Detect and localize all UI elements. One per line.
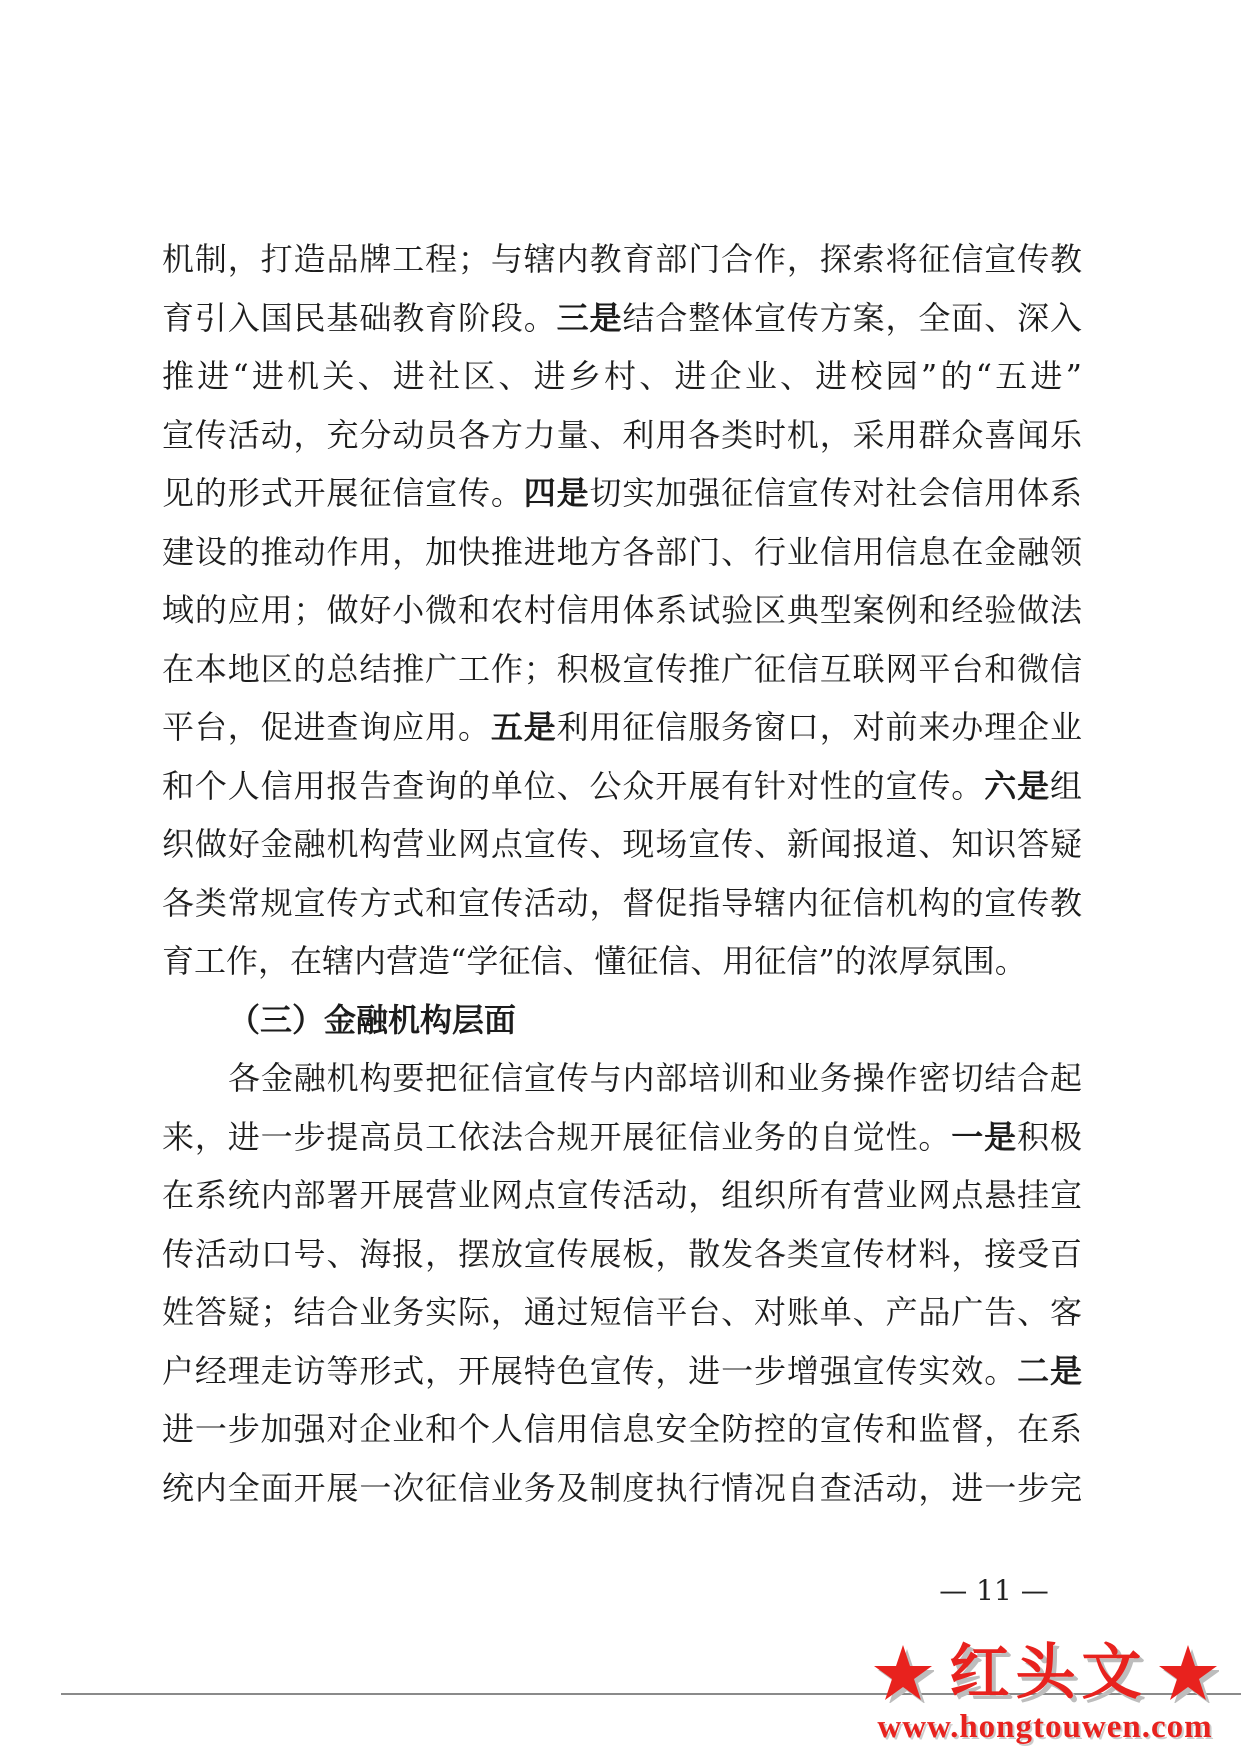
- line-text: 建设的推动作用，加快推进地方各部门、行业信用信息在金融领: [162, 532, 1082, 571]
- emphasis-text: 二是: [1017, 1351, 1082, 1390]
- line-text: 推进“进机关、进社区、进乡村、进企业、进校园”的“五进”: [162, 357, 1082, 395]
- text-line: [162, 1108, 1082, 1167]
- line-text: 统内全面开展一次征信业务及制度执行情况自查活动，进一步完: [162, 1468, 1082, 1507]
- text-line: [162, 874, 1082, 933]
- line-text: 来，进一步提高员工依法合规开展征信业务的自觉性。: [162, 1117, 952, 1156]
- document-body: [162, 230, 1082, 1517]
- star-icon: [1157, 1643, 1219, 1703]
- text-line: [162, 289, 1082, 348]
- text-line: [162, 1400, 1082, 1459]
- text-line: [162, 1166, 1082, 1225]
- line-text: 在本地区的总结推广工作；积极宣传推广征信互联网平台和微信: [162, 649, 1082, 688]
- line-text: 利用征信服务窗口，对前来办理企业: [556, 708, 1082, 746]
- text-line: [162, 698, 1082, 757]
- line-text: 域的应用；做好小微和农村信用体系试验区典型案例和经验做法: [162, 591, 1082, 629]
- text-line: [162, 640, 1082, 699]
- line-text: 育工作，在辖内营造“学征信、懂征信、用征信”的浓厚氛围。: [162, 942, 1027, 980]
- watermark-title: 红头文: [949, 1638, 1148, 1708]
- emphasis-text: 一是: [951, 1117, 1018, 1156]
- text-line: [162, 581, 1082, 640]
- text-line: [162, 1225, 1082, 1284]
- text-line: [162, 1283, 1082, 1342]
- line-text: 传活动口号、海报，摆放宣传展板，散发各类宣传材料，接受百: [162, 1234, 1082, 1273]
- line-text: 结合整体宣传方案，全面、深入: [622, 298, 1082, 337]
- line-text: 平台，促进查询应用。: [162, 708, 491, 746]
- line-text: 和个人信用报告查询的单位、公众开展有针对性的宣传。: [162, 766, 985, 805]
- line-text: 组: [1049, 766, 1082, 805]
- line-text: 见的形式开展征信宣传。: [162, 474, 524, 512]
- line-text: 各金融机构要把征信宣传与内部培训和业务操作密切结合起: [228, 1059, 1082, 1097]
- page-number: — 11 —: [939, 1574, 1049, 1607]
- emphasis-text: 六是: [984, 766, 1050, 805]
- line-text: 宣传活动，充分动员各方力量、利用各类时机，采用群众喜闻乐: [162, 415, 1082, 454]
- text-line: [162, 406, 1082, 465]
- line-text: 姓答疑；结合业务实际，通过短信平台、对账单、产品广告、客: [162, 1293, 1082, 1331]
- text-line: [162, 1459, 1082, 1518]
- text-line: [162, 932, 1082, 991]
- emphasis-text: 五是: [490, 708, 557, 746]
- line-text: 切实加强征信宣传对社会信用体系: [589, 474, 1082, 512]
- text-line: [162, 347, 1082, 406]
- star-icon: [872, 1643, 934, 1703]
- line-text: 织做好金融机构营业网点宣传、现场宣传、新闻报道、知识答疑: [162, 825, 1082, 863]
- text-line: [162, 815, 1082, 874]
- emphasis-text: 四是: [523, 474, 590, 512]
- emphasis-text: 三是: [556, 298, 623, 337]
- text-line: [162, 464, 1082, 523]
- line-text: 积极: [1017, 1117, 1082, 1156]
- section-heading: （三）金融机构层面: [228, 1000, 517, 1039]
- text-line: [162, 523, 1082, 582]
- line-text: 各类常规宣传方式和宣传活动，督促指导辖内征信机构的宣传教: [162, 883, 1082, 922]
- text-line: [162, 757, 1082, 816]
- line-text: 户经理走访等形式，开展特色宣传，进一步增强宣传实效。: [162, 1351, 1018, 1390]
- watermark-logo: [872, 1637, 1219, 1709]
- watermark-url: www.hongtouwen.com: [877, 1709, 1213, 1745]
- line-text: 在系统内部署开展营业网点宣传活动，组织所有营业网点悬挂宣: [162, 1176, 1082, 1214]
- text-line: [162, 1342, 1082, 1401]
- line-text: 育引入国民基础教育阶段。: [162, 298, 557, 337]
- text-line: [162, 1049, 1082, 1108]
- line-text: 进一步加强对企业和个人信用信息安全防控的宣传和监督，在系: [162, 1410, 1082, 1448]
- line-text: 机制，打造品牌工程；与辖内教育部门合作，探索将征信宣传教: [162, 240, 1082, 278]
- text-line: [162, 230, 1082, 289]
